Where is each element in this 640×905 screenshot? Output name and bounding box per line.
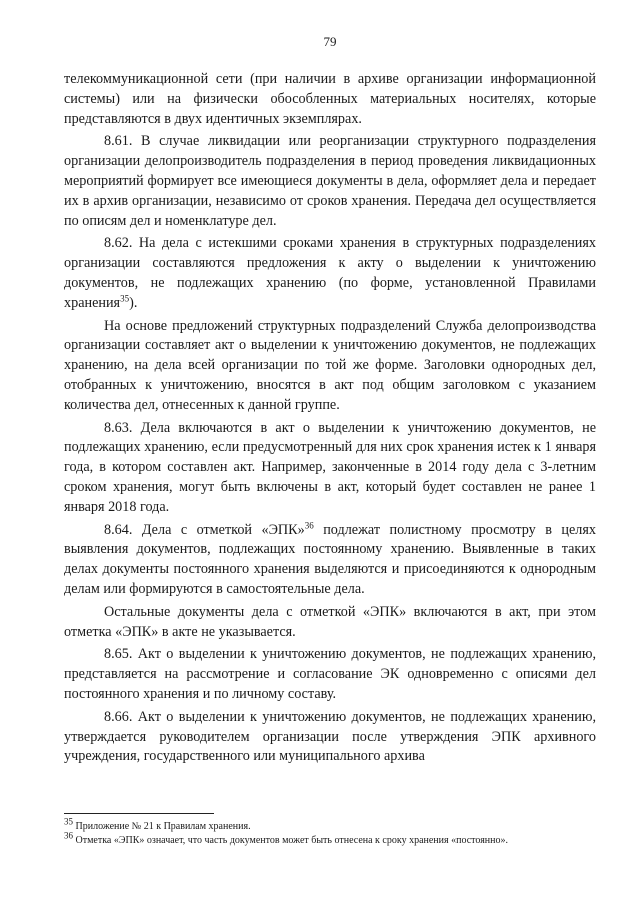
paragraph-8-65	[64, 645, 596, 704]
paragraph-8-61	[64, 132, 596, 231]
paragraph-8-63	[64, 419, 596, 518]
paragraph-8-64	[64, 521, 596, 600]
paragraph-text: Остальные документы дела с отметкой «ЭПК» включаются в акт, при этом отметка «ЭПК» в акте не указывается.	[64, 603, 596, 640]
paragraph-text: 8.66. Акт о выделении к уничтожению документов, не подлежащих хранению, утверждается руководителем организации после утверждения ЭПК архивного учреждения, государственного или муниципального архива	[64, 708, 596, 765]
paragraph-text: телекоммуникационной сети (при наличии в архиве организации информационной системы) или на физически обособленных материальных носителях, которые представляются в двух идентичных экземплярах.	[64, 71, 596, 127]
page-number: 79	[323, 34, 337, 49]
paragraph-text: 8.64. Дела с отметкой «ЭПК»	[104, 521, 305, 538]
footnote-35	[64, 816, 596, 834]
paragraph-8-62	[64, 234, 596, 313]
footnote-mark: 36	[64, 830, 73, 841]
footnote-mark: 35	[64, 816, 73, 827]
footnotes	[64, 816, 596, 847]
paragraph-text: На основе предложений структурных подразделений Служба делопроизводства организации составляет акт о выделении к уничтожению документов, не подлежащих хранению, на дела всей организации по той же форме. Заголовки однородных дел, отобранных к уничтожению, вносятся в акт под общим заголовком с указанием количества дел, отнесенных к данной группе.	[64, 317, 596, 413]
footnote-ref-36: 36	[304, 519, 314, 530]
paragraph-text: 8.61. В случае ликвидации или реорганизации структурного подразделения организации делопроизводитель подразделения в период проведения ликвидационных мероприятий формирует все имеющиеся документы в дела, оформляет дела и передает их в архив организации, независимо от сроков хранения. Передача дел осуществляется по описям дел и номенклатуре дел.	[64, 133, 596, 229]
paragraph-text-tail: ).	[129, 294, 138, 311]
paragraph-osnove	[64, 317, 596, 416]
footnote-36	[64, 830, 596, 848]
paragraph-text: 8.62. На дела с истекшими сроками хранения в структурных подразделениях организации составляются предложения к акту о выделении к уничтожению документов, не подлежащих хранению (по форме, установленной Правилами хранения	[64, 235, 596, 311]
paragraph-continuation	[64, 70, 596, 129]
paragraph-ostalnye	[64, 603, 596, 643]
body-text	[64, 70, 596, 767]
paragraph-8-66	[64, 708, 596, 767]
footnote-separator	[64, 813, 214, 814]
footnote-ref-35: 35	[120, 293, 130, 304]
paragraph-text: 8.65. Акт о выделении к уничтожению документов, не подлежащих хранению, представляется на рассмотрение и согласование ЭК одновременно с описями дел постоянного хранения и по личному составу.	[64, 646, 596, 702]
footnote-text: Отметка «ЭПК» означает, что часть документов может быть отнесена к сроку хранения «постоянно».	[73, 834, 508, 846]
footnote-text: Приложение № 21 к Правилам хранения.	[73, 821, 251, 833]
paragraph-text-tail: подлежат полистному просмотру в целях выявления документов, подлежащих постоянному хранению. Выявленные в таких делах документы постоянного хранения выделяются и присоединяются к однородным делам или формируются в самостоятельные дела.	[64, 521, 596, 597]
paragraph-text: 8.63. Дела включаются в акт о выделении к уничтожению документов, не подлежащих хранению, если предусмотренный для них срок хранения истек к 1 января года, в котором составлен акт. Например, законченные в 2014 году дела с 3-летним сроком хранения, могут быть включены в акт, который будет составлен не ранее 1 января 2018 года.	[64, 419, 596, 515]
